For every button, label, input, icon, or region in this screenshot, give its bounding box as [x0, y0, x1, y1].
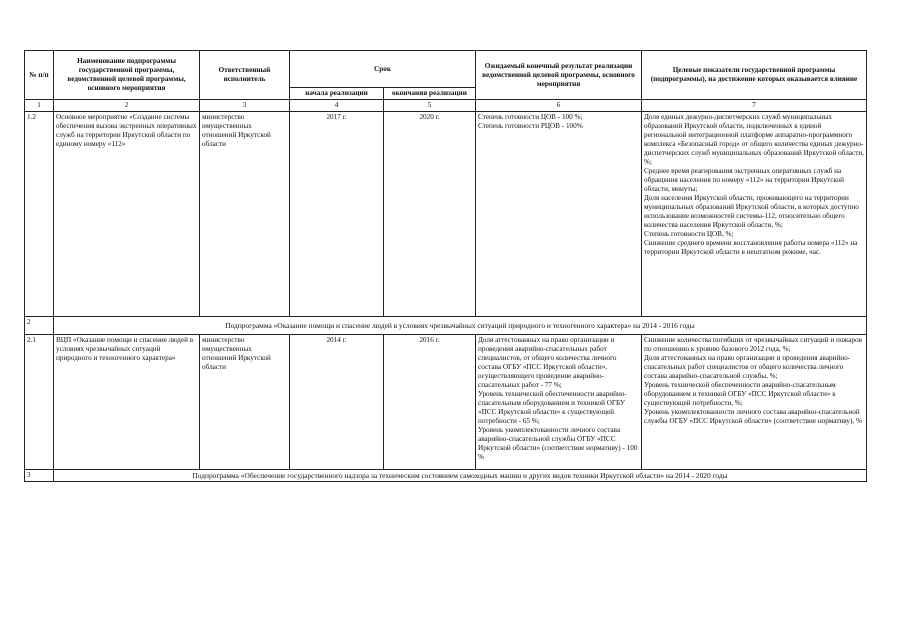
indicator-line: Снижение среднего времени восстановления работы номера «112» на территории Иркутской области в нештатном режиме, час.	[644, 239, 858, 256]
row-number: 2.1	[25, 335, 54, 470]
subprogram-row	[25, 470, 867, 482]
result-line: Уровень технической обеспеченности аварийно-спасательным оборудованием и техникой ОГБУ «ПСС Иркутской области» к существующей потребности - 65 %;	[478, 390, 627, 425]
indicator-line: Доля населения Иркутской области, проживающего на территории муниципальных образований Иркутской области, в которых доступно использование возможностей системы-112, относительно общего количества населения Иркутской области, %;	[644, 194, 859, 229]
col-number: 1	[25, 100, 54, 112]
header-term: Срок	[290, 51, 476, 88]
end-year: 2020 г.	[384, 112, 476, 317]
executor: министерство имущественных отношений Иркутской области	[200, 335, 290, 470]
header-name: Наименование подпрограммы государственной программы, ведомственной целевой программы, основного мероприятия	[54, 51, 200, 100]
table-row	[25, 112, 867, 317]
activity-name: Основное мероприятие «Создание системы обеспечения вызова экстренных оперативных служб на территории Иркутской области по единому номеру «112»	[54, 112, 200, 317]
col-number: 7	[642, 100, 867, 112]
header-term-end: окончания реализации	[384, 88, 476, 100]
col-number: 3	[200, 100, 290, 112]
header-indicators: Целевые показатели государственной программы (подпрограммы), на достижение которых оказывается влияние	[642, 51, 867, 100]
table-row	[25, 335, 867, 470]
indicator-line: Доля аттестованных на право организации и проведения аварийно-спасательных работ специалистов от общего количества личного состава аварийно-спасательной службы, %;	[644, 354, 851, 380]
target-indicators	[642, 335, 867, 470]
indicator-line: Снижение количества погибших от чрезвычайных ситуаций и пожаров по отношению к уровню базового 2012 года, %;	[644, 336, 863, 353]
indicator-line: Степень готовности ЦОВ, %;	[644, 230, 734, 238]
end-year: 2016 г.	[384, 335, 476, 470]
header-row	[25, 51, 867, 88]
indicator-line: Доля единых дежурно-диспетчерских служб муниципальных образований Иркутской области, подключенных к единой региональной интеграционной платформе аппаратно-программного комплекса «Безопасный город» от общего количества единых дежурно-диспетчерских служб муниципальных образований Иркутской области, %;	[644, 113, 864, 166]
subprogram-number: 3	[25, 470, 54, 482]
subprogram-title: Подпрограмма «Обеспечение государственного надзора за техническим состоянием самоходных машин и других видов техники Иркутской области» на 2014 - 2020 годы	[54, 470, 867, 482]
executor: министерство имущественных отношений Иркутской области	[200, 112, 290, 317]
expected-result	[476, 112, 642, 317]
start-year: 2017 г.	[290, 112, 384, 317]
header-executor: Ответственный исполнитель	[200, 51, 290, 100]
row-number: 1.2	[25, 112, 54, 317]
indicator-line: Среднее время реагирования экстренных оперативных служб на обращения населения по номеру «112» на территории Иркутской области, минуты;	[644, 167, 844, 193]
result-line: Степень готовности РЦОВ - 100%	[478, 122, 583, 130]
col-number: 4	[290, 100, 384, 112]
header-result: Ожидаемый конечный результат реализации ведомственной целевой программы, основного мероприятия	[476, 51, 642, 100]
header-term-start: начала реализации	[290, 88, 384, 100]
header-num: № п/п	[25, 51, 54, 100]
column-number-row	[25, 100, 867, 112]
result-line: Доля аттестованных на право организации и проведения аварийно-спасательных работ специалистов, от общего количества личного состава ОГБУ «ПСС Иркутской области», осуществляющего проведение аварийно-спасательных работ - 77 %;	[478, 336, 617, 389]
subprogram-row	[25, 317, 867, 335]
program-table	[24, 50, 867, 482]
result-line: Уровень укомплектованности личного состава аварийно-спасательной службы ОГБУ «ПСС Иркутской области» (соответствие нормативу) - 100 %	[478, 426, 638, 461]
col-number: 6	[476, 100, 642, 112]
result-line: Степень готовности ЦОВ - 100 %;	[478, 113, 583, 121]
col-number: 2	[54, 100, 200, 112]
subprogram-number: 2	[25, 317, 54, 335]
subprogram-title: Подпрограмма «Оказание помощи и спасение людей в условиях чрезвычайных ситуаций природного и техногенного характера» на 2014 - 2016 годы	[54, 317, 867, 335]
activity-name: ВЦП «Оказание помощи и спасение людей в условиях чрезвычайных ситуаций природного и техногенного характера»	[54, 335, 200, 470]
indicator-line: Уровень укомплектованности личного состава аварийно-спасательной службы ОГБУ «ПСС Иркутской области» (соответствие нормативу), %	[644, 408, 862, 425]
indicator-line: Уровень технической обеспеченности аварийно-спасательным оборудованием и техникой ОГБУ «ПСС Иркутской области» к существующей потребности, %;	[644, 381, 836, 407]
target-indicators	[642, 112, 867, 317]
expected-result	[476, 335, 642, 470]
col-number: 5	[384, 100, 476, 112]
start-year: 2014 г.	[290, 335, 384, 470]
